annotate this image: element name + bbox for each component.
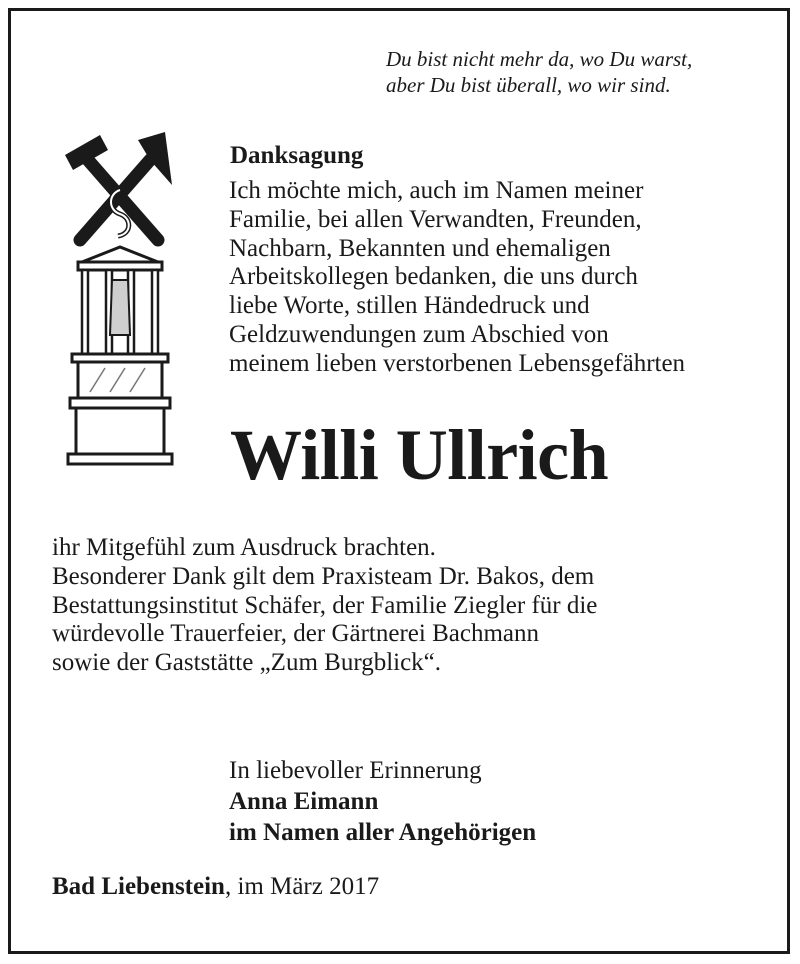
thanks-line: meinem lieben verstorbenen Lebensgefährten (229, 349, 686, 377)
heading-danksagung: Danksagung (230, 142, 364, 169)
thanks-line: Geldzuwendungen zum Abschied von (229, 320, 609, 348)
motto-line: aber Du bist überall, wo wir sind. (386, 73, 671, 97)
footer-date: , im März 2017 (224, 873, 380, 900)
remembrance-line: In liebevoller Erinnerung (229, 757, 482, 784)
thanks-line: liebe Worte, stillen Händedruck und (229, 292, 590, 320)
footer-place-date (52, 871, 379, 902)
thanks-line: Familie, bei allen Verwandten, Freunden, (229, 205, 642, 233)
body-line: würdevolle Trauerfeier, der Gärtnerei Bachmann (52, 620, 539, 648)
signature-note: im Namen aller Angehörigen (229, 819, 537, 846)
footer-place: Bad Liebenstein (52, 873, 225, 900)
body-line: sowie der Gaststätte „Zum Burgblick“. (52, 649, 442, 677)
motto-line: Du bist nicht mehr da, wo Du warst, (386, 47, 693, 71)
signature-name: Anna Eimann (229, 788, 379, 815)
thanks-line: Ich möchte mich, auch im Namen meiner (229, 177, 644, 204)
body-paragraph (52, 534, 597, 678)
thanks-line: Nachbarn, Bekannten und ehemaligen (229, 234, 611, 262)
closing-block (229, 755, 536, 848)
miners-lamp-hammer-pick-icon (60, 130, 180, 475)
deceased-name: Willi Ullrich (230, 415, 609, 495)
body-line: Bestattungsinstitut Schäfer, der Familie Ziegler für die (52, 591, 598, 619)
motto-quote (386, 46, 692, 98)
thanks-paragraph (229, 177, 685, 379)
body-line: ihr Mitgefühl zum Ausdruck brachten. (52, 534, 436, 561)
thanks-line: Arbeitskollegen bedanken, die uns durch (229, 263, 638, 291)
body-line: Besonderer Dank gilt dem Praxisteam Dr. Bakos, dem (52, 562, 595, 590)
